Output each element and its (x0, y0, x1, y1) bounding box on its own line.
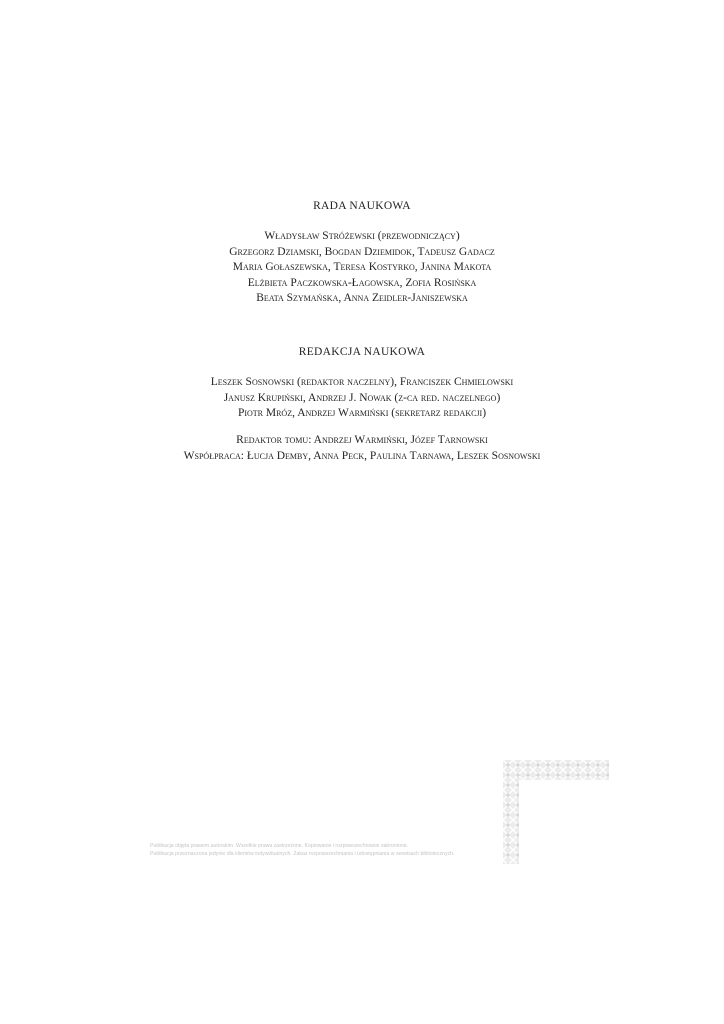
rada-naukowa-heading: RADA NAUKOWA (313, 200, 411, 212)
rada-member-line: Władysław Stróżewski (przewodniczący) (264, 230, 460, 242)
watermark-line: Publikacja przeznaczona jedynie dla klientów indywidualnych. Zakaz rozpowszechniania i udostępniania w serwisach bibliotecznych. (150, 851, 455, 857)
tom-editor-line: Redaktor tomu: Andrzej Warmiński, Józef Tarnowski (236, 434, 488, 446)
decorative-lace-corner-icon (503, 760, 609, 864)
tom-editors (0, 433, 724, 464)
rada-naukowa-members (0, 229, 724, 307)
redakcja-member-line: Janusz Krupiński, Andrzej J. Nowak (z-ca red. naczelnego) (223, 391, 501, 404)
copyright-watermark (150, 842, 455, 858)
redakcja-naukowa-members (0, 375, 724, 422)
rada-member-line: Grzegorz Dziamski, Bogdan Dziemidok, Tadeusz Gadacz (229, 245, 495, 258)
redakcja-member-line: Leszek Sosnowski (redaktor naczelny), Franciszek Chmielowski (210, 376, 514, 388)
redakcja-member-line: Piotr Mróz, Andrzej Warmiński (sekretarz redakcji) (237, 407, 487, 419)
rada-member-line: Beata Szymańska, Anna Zeidler-Janiszewska (256, 292, 468, 304)
watermark-line: Publikacja objęta prawem autorskim. Wszelkie prawa zastrzeżone. Kopiowanie i rozpowszechnianie zabronione. (150, 843, 409, 849)
tom-cooperation-line: Współpraca: Łucja Demby, Anna Peck, Paulina Tarnawa, Leszek Sosnowski (183, 449, 541, 462)
redakcja-naukowa-heading: REDAKCJA NAUKOWA (298, 346, 426, 358)
rada-member-line: Elżbieta Paczkowska-Łagowska, Zofia Rosińska (247, 276, 477, 289)
rada-member-line: Maria Gołaszewska, Teresa Kostyrko, Janina Makota (232, 261, 492, 273)
